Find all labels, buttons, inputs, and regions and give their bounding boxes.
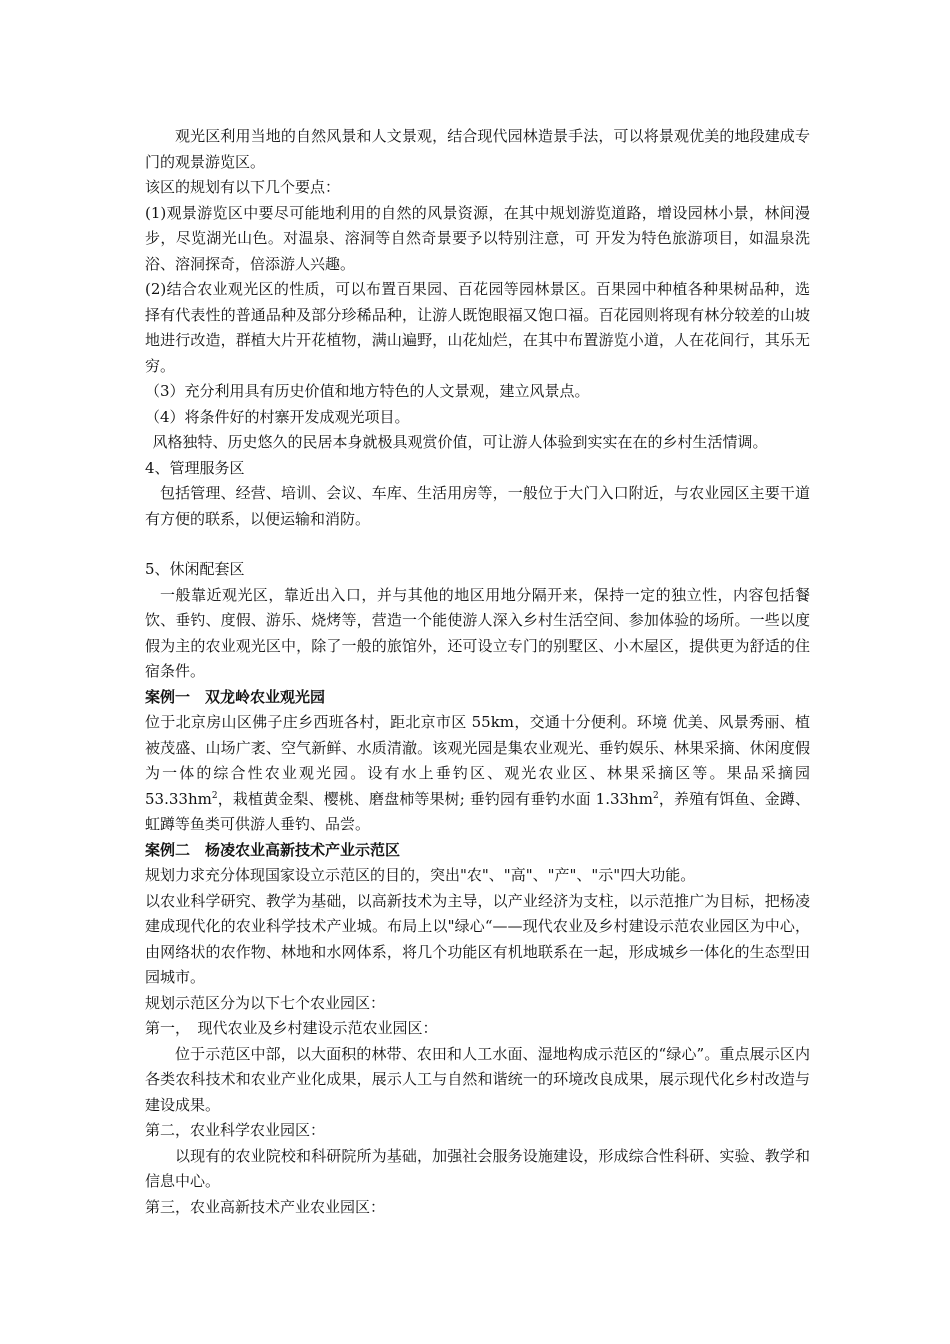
heading-case-1: 案例一 双龙岭农业观光园 [145,687,326,706]
case-1-text-b: ，栽植黄金梨、樱桃、磨盘柿等果树; 垂钓园有垂钓水面 1.33hm [217,789,653,808]
paragraph-point-2: (2)结合农业观光区的性质，可以布置百果园、百花园等园林景区。百果园中种植各种果树品种，选择有代表性的普通品种及部分珍稀品种，让游人既饱眼福又饱口福。百花园则将现有林分较差的山坡地进行改造，群植大片开花植物，满山遍野，山花灿烂，在其中布置游览小道，人在花间行，其乐无穷。 [145,280,810,375]
heading-leisure-area: 5、休闲配套区 [145,560,245,578]
paragraph-seven-parks: 规划示范区分为以下七个农业园区： [145,993,386,1012]
paragraph-case-1 [145,710,810,838]
paragraph-case-2-goal: 规划力求充分体现国家设立示范区的目的，突出"农"、"高"、"产"、"示"四大功能。 [145,866,696,884]
paragraph-residences: 风格独特、历史悠久的民居本身就极具观赏价值，可让游人体验到实实在在的乡村生活情调。 [152,433,768,451]
case-1-text-c: ，养殖有饵鱼、金蹲、虹蹲等鱼类可供游人垂钓、品尝。 [145,789,810,833]
paragraph-park-1: 位于示范区中部，以大面积的林带、农田和人工水面、湿地构成示范区的“绿心”。重点展示区内各类农科技术和农业产业化成果，展示人工与自然和谐统一的环境改良成果，展示现代化乡村改造与建设成果。 [145,1044,810,1114]
heading-park-3: 第三，农业高新技术产业农业园区： [145,1197,386,1216]
paragraph-point-3: （3）充分利用具有历史价值和地方特色的人文景观，建立风景点。 [145,382,590,400]
paragraph-case-2-layout: 以农业科学研究、教学为基础，以高新技术为主导，以产业经济为支柱，以示范推广为目标，把杨凌建成现代化的农业科学技术产业城。布局上以"绿心“——现代农业及乡村建设示范农业园区为中心，由网络状的农作物、林地和水网体系，将几个功能区有机地联系在一起，形成城乡一体化的生态型田园城市。 [145,891,810,986]
heading-case-2: 案例二 杨凌农业高新技术产业示范区 [145,840,401,859]
paragraph-planning-points: 该区的规划有以下几个要点： [145,178,341,196]
paragraph-leisure-area: 一般靠近观光区，靠近出入口，并与其他的地区用地分隔开来，保持一定的独立性，内容包括餐饮、垂钓、度假、游乐、烧烤等，营造一个能使游人深入乡村生活空间、参加体验的场所。一些以度假为主的农业观光区中，除了一般的旅馆外，还可设立专门的别墅区、小木屋区，提供更为舒适的住宿条件。 [145,585,810,680]
paragraph-sightseeing-intro: 观光区利用当地的自然风景和人文景观，结合现代园林造景手法，可以将景观优美的地段建成专门的观景游览区。 [145,127,810,171]
heading-park-1: 第一， 现代农业及乡村建设示范农业园区： [145,1019,438,1037]
superscript-2: 2 [211,790,218,801]
blank-line [145,532,810,557]
document-page [145,124,810,1220]
paragraph-park-2: 以现有的农业院校和科研院所为基础，加强社会服务设施建设，形成综合性科研、实验、教学和信息中心。 [145,1146,810,1190]
paragraph-point-4: （4）将条件好的村寨开发成观光项目。 [145,407,410,426]
heading-management-area: 4、管理服务区 [145,458,245,477]
case-1-text-a: 位于北京房山区佛子庄乡西班各村，距北京市区 55km，交通十分便利。环境 优美、风景秀丽、植被茂盛、山场广袤、空气新鲜、水质清澈。该观光园是集农业观光、垂钓娱乐、林果采摘、休闲度假为一体的综合性农业观光园。设有水上垂钓区、观光农业区、林果采摘区等。果品采摘园 53.33hm [145,713,810,808]
superscript-2: 2 [652,790,659,801]
paragraph-management-area: 包括管理、经营、培训、会议、车库、生活用房等，一般位于大门入口附近，与农业园区主要干道有方便的联系，以便运输和消防。 [145,484,810,528]
heading-park-2: 第二，农业科学农业园区： [145,1121,326,1139]
paragraph-point-1: (1)观景游览区中要尽可能地利用的自然的风景资源，在其中规划游览道路，增设园林小景，林间漫步，尽览湖光山色。对温泉、溶洞等自然奇景要予以特别注意，可 开发为特色旅游项目，如温泉洗浴、溶洞探奇，倍添游人兴趣。 [145,203,810,273]
